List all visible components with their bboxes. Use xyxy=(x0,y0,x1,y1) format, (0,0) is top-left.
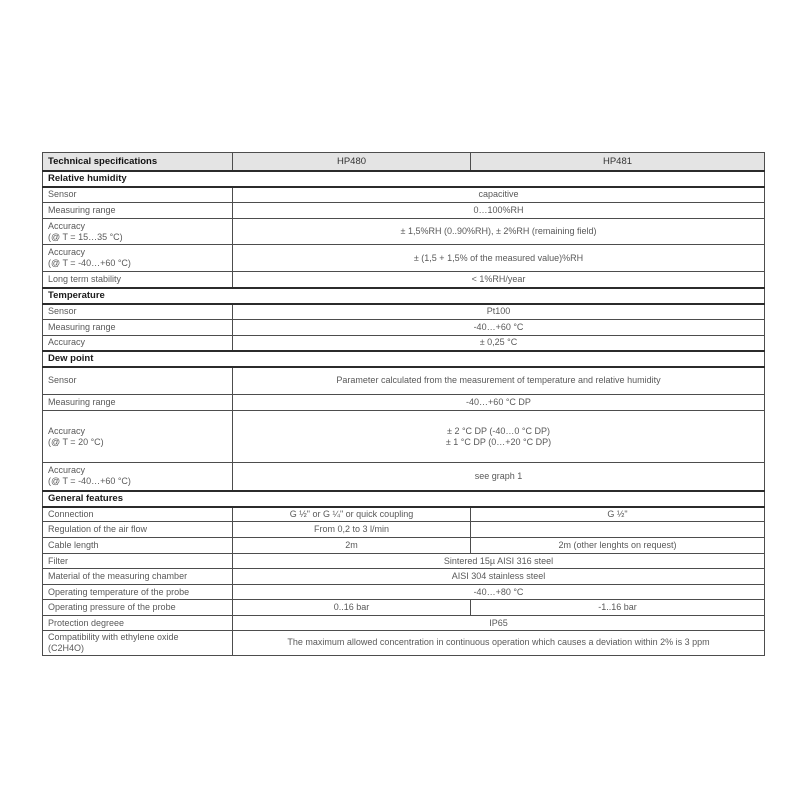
header-title: Technical specifications xyxy=(43,153,233,171)
spec-value: Pt100 xyxy=(233,304,765,320)
spec-label: Operating pressure of the probe xyxy=(43,600,233,616)
spec-row xyxy=(43,304,765,320)
spec-value: ± 0,25 °C xyxy=(233,336,765,351)
section-temperature xyxy=(43,288,765,304)
spec-value-hp481 xyxy=(471,522,765,538)
spec-label: Connection xyxy=(43,507,233,522)
spec-label: Measuring range xyxy=(43,203,233,219)
spec-value: Parameter calculated from the measurement of temperature and relative humidity xyxy=(233,367,765,395)
technical-specifications-table xyxy=(42,152,764,656)
spec-row xyxy=(43,631,765,656)
section-label: Dew point xyxy=(43,351,765,367)
spec-row xyxy=(43,569,765,585)
spec-label: Accuracy (@ T = 20 °C) xyxy=(43,411,233,463)
spec-value-hp481: G ½" xyxy=(471,507,765,522)
spec-label: Accuracy (@ T = -40…+60 °C) xyxy=(43,245,233,272)
spec-label: Long term stability xyxy=(43,272,233,288)
spec-label: Cable length xyxy=(43,538,233,554)
spec-row xyxy=(43,522,765,538)
spec-label: Measuring range xyxy=(43,395,233,411)
spec-value-hp480: From 0,2 to 3 l/min xyxy=(233,522,471,538)
spec-label: Sensor xyxy=(43,187,233,203)
spec-label: Filter xyxy=(43,554,233,569)
spec-value: -40…+60 °C xyxy=(233,320,765,336)
spec-value: see graph 1 xyxy=(233,463,765,491)
spec-label: Material of the measuring chamber xyxy=(43,569,233,585)
section-label: General features xyxy=(43,491,765,507)
section-general-features xyxy=(43,491,765,507)
spec-row xyxy=(43,411,765,463)
spec-row xyxy=(43,187,765,203)
spec-value: AISI 304 stainless steel xyxy=(233,569,765,585)
spec-label: Accuracy xyxy=(43,336,233,351)
spec-value: < 1%RH/year xyxy=(233,272,765,288)
spec-row xyxy=(43,395,765,411)
spec-table xyxy=(42,152,765,656)
spec-row xyxy=(43,320,765,336)
table-header-row xyxy=(43,153,765,171)
spec-label: Accuracy (@ T = -40…+60 °C) xyxy=(43,463,233,491)
spec-row xyxy=(43,203,765,219)
spec-row xyxy=(43,272,765,288)
header-model-hp480: HP480 xyxy=(233,153,471,171)
section-label: Temperature xyxy=(43,288,765,304)
spec-value: 0…100%RH xyxy=(233,203,765,219)
spec-value: ± 1,5%RH (0..90%RH), ± 2%RH (remaining field) xyxy=(233,219,765,245)
spec-label: Accuracy (@ T = 15…35 °C) xyxy=(43,219,233,245)
spec-row xyxy=(43,538,765,554)
section-dew-point xyxy=(43,351,765,367)
spec-label: Measuring range xyxy=(43,320,233,336)
spec-row xyxy=(43,336,765,351)
spec-value: -40…+80 °C xyxy=(233,585,765,600)
spec-label: Sensor xyxy=(43,304,233,320)
spec-value: ± 2 °C DP (-40…0 °C DP) ± 1 °C DP (0…+20 °C DP) xyxy=(233,411,765,463)
spec-row xyxy=(43,554,765,569)
spec-value: Sintered 15µ AISI 316 steel xyxy=(233,554,765,569)
spec-row xyxy=(43,616,765,631)
spec-value: -40…+60 °C DP xyxy=(233,395,765,411)
spec-value-hp480: 2m xyxy=(233,538,471,554)
spec-label: Sensor xyxy=(43,367,233,395)
spec-value: IP65 xyxy=(233,616,765,631)
spec-row xyxy=(43,219,765,245)
spec-value-hp481: -1..16 bar xyxy=(471,600,765,616)
spec-value: capacitive xyxy=(233,187,765,203)
spec-row xyxy=(43,507,765,522)
spec-value-hp480: 0..16 bar xyxy=(233,600,471,616)
section-label: Relative humidity xyxy=(43,171,765,187)
spec-row xyxy=(43,245,765,272)
spec-row xyxy=(43,367,765,395)
spec-label: Compatibility with ethylene oxide (C2H4O) xyxy=(43,631,233,656)
spec-row xyxy=(43,585,765,600)
spec-value: The maximum allowed concentration in continuous operation which causes a deviation within 2% is 3 ppm xyxy=(233,631,765,656)
spec-row xyxy=(43,463,765,491)
spec-value: ± (1,5 + 1,5% of the measured value)%RH xyxy=(233,245,765,272)
spec-value-hp480: G ½" or G ¼" or quick coupling xyxy=(233,507,471,522)
spec-value-hp481: 2m (other lenghts on request) xyxy=(471,538,765,554)
spec-label: Regulation of the air flow xyxy=(43,522,233,538)
header-model-hp481: HP481 xyxy=(471,153,765,171)
section-relative-humidity xyxy=(43,171,765,187)
spec-label: Operating temperature of the probe xyxy=(43,585,233,600)
spec-label: Protection degreee xyxy=(43,616,233,631)
spec-row xyxy=(43,600,765,616)
